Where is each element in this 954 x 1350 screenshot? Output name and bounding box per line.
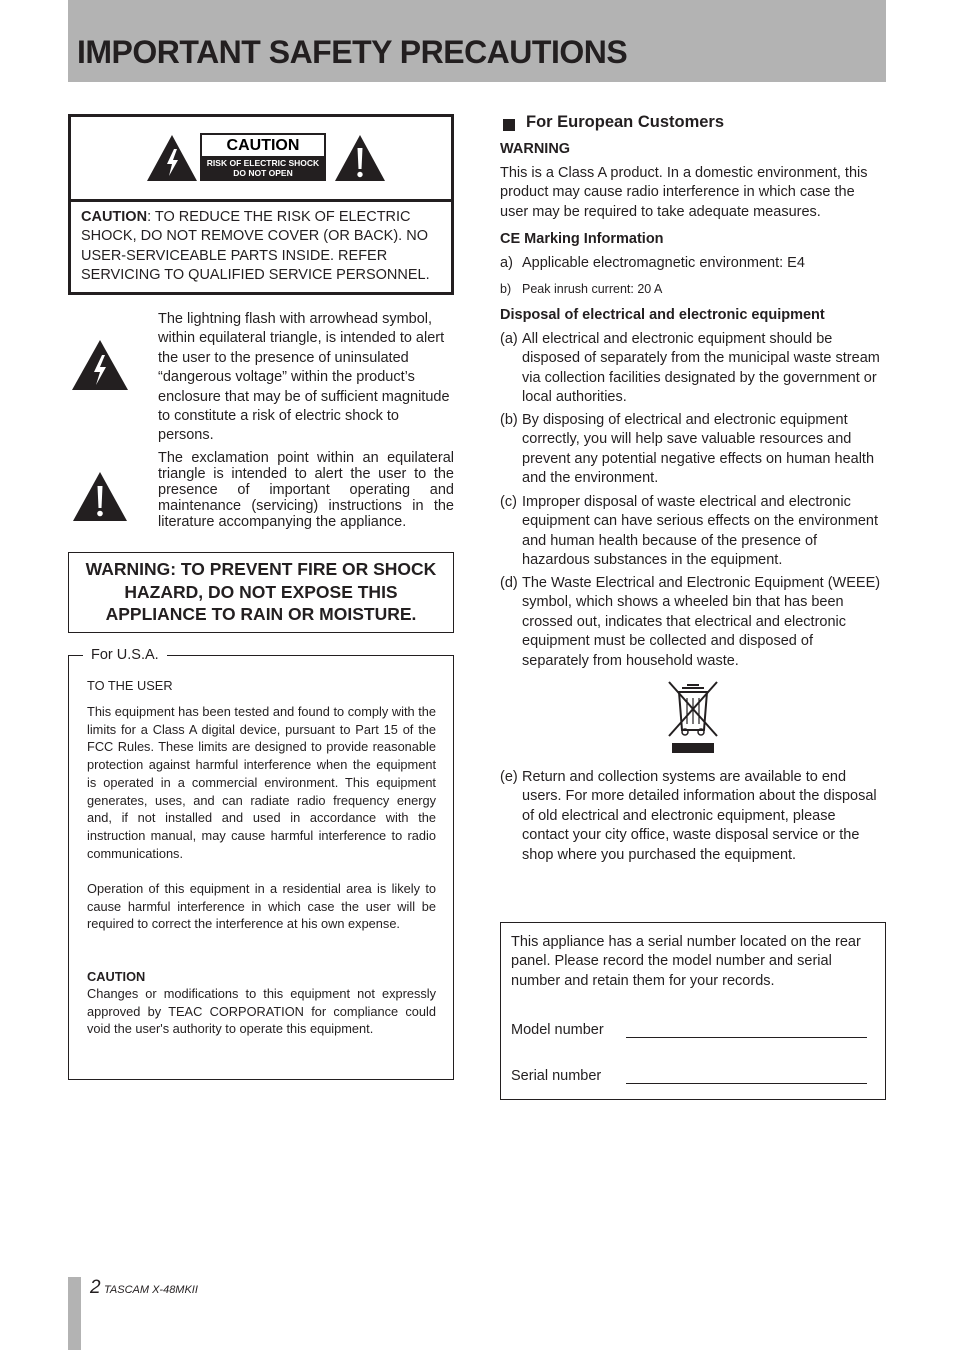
disposal-item: [500, 330, 884, 408]
model-number-line[interactable]: [626, 1036, 867, 1038]
lightning-triangle-icon: [70, 338, 130, 392]
caution-label-main: CAUTION: [202, 135, 324, 156]
caution-text-bold: CAUTION: [81, 209, 148, 225]
caution-text: [81, 208, 441, 286]
eu-warning-heading: WARNING: [500, 141, 571, 157]
caution-label-sub: [200, 158, 326, 178]
usa-legend: For U.S.A.: [83, 646, 167, 665]
caution-text-rest: : TO REDUCE THE RISK OF ELECTRIC SHOCK, DO NOT REMOVE COVER (OR BACK). NO USER-SERVICEABLE PARTS INSIDE. REFER SERVICING TO QUALIFIED SERVICE PERSONNEL.: [81, 209, 430, 284]
disposal-item-label: (b): [500, 412, 518, 428]
exclamation-symbol-text: The exclamation point within an equilateral triangle is intended to alert the user to the presence of important operating and maintenance (servicing) instructions in the literature accompanying the appliance.: [158, 450, 454, 530]
fcc-paragraph: This equipment has been tested and found to comply with the limits for a Class A digital device, pursuant to Part 15 of the FCC Rules. These limits are designed to provide reasonable protection against harmful interference when the equipment is operated in a commercial environment. This equipment generates, uses, and can radiate radio frequency energy and, if not installed and used in accordance with the instruction manual, may cause harmful interference to radio communications.: [87, 704, 436, 861]
disposal-item-label: (a): [500, 331, 518, 347]
disposal-item: [500, 768, 884, 866]
european-heading: For European Customers: [526, 113, 725, 131]
caution-symbols-row: [71, 117, 451, 202]
moisture-warning-line: HAZARD, DO NOT EXPOSE THIS: [124, 581, 398, 602]
disposal-item: [500, 411, 884, 489]
usa-caution-text: Changes or modifications to this equipment not expressly approved by TEAC CORPORATION for compliance could void the user's authority to operate this equipment.: [87, 986, 436, 1037]
disposal-item-label: (c): [500, 494, 517, 510]
lightning-triangle-icon: [145, 133, 199, 183]
moisture-warning-box: [68, 552, 454, 633]
disposal-item: [500, 574, 884, 672]
weee-bin-icon: [665, 680, 721, 756]
caution-label-sub-2: DO NOT OPEN: [233, 168, 293, 178]
disposal-item-text: By disposing of electrical and electronic equipment correctly, you will help save valuable resources and prevent any potential negative effects on human health and the environment.: [522, 412, 875, 487]
disposal-item-text: The Waste Electrical and Electronic Equipment (WEEE) symbol, which shows a wheeled bin that has been crossed out, indicates that electrical and electronic equipment must be collected and disposed of separately from household waste.: [522, 575, 881, 669]
lightning-symbol-text: The lightning flash with arrowhead symbol, within equilateral triangle, is intended to alert the user to the presence of uninsulated “dangerous voltage” within the product’s enclosure that may be of sufficient magnitude to constitute a risk of electric shock to persons.: [158, 311, 450, 444]
disposal-item-label: (e): [500, 769, 518, 785]
section-square-icon: [503, 119, 515, 131]
exclamation-triangle-icon: [333, 133, 387, 183]
caution-label: [200, 133, 326, 181]
disposal-item-label: (d): [500, 575, 518, 591]
caution-box: [68, 114, 454, 295]
to-the-user-heading: TO THE USER: [87, 678, 173, 693]
ce-item: [500, 280, 884, 298]
disposal-item-text: All electrical and electronic equipment should be disposed of separately from the municipal waste stream via collection facilities designated by the government or local authorities.: [522, 331, 880, 406]
ce-item: [500, 254, 884, 274]
page-number: 2: [90, 1277, 101, 1298]
ce-item-label: a): [500, 255, 513, 271]
disposal-item: [500, 493, 884, 571]
ce-item-text: Applicable electromagnetic environment: E4: [522, 255, 805, 271]
page-title: IMPORTANT SAFETY PRECAUTIONS: [77, 34, 628, 70]
exclamation-triangle-icon: [72, 470, 128, 523]
moisture-warning-text: [69, 558, 453, 626]
serial-number-line[interactable]: [626, 1082, 867, 1084]
eu-warning-text: This is a Class A product. In a domestic environment, this product may cause radio interference in which case the user may be required to take adequate measures.: [500, 165, 868, 220]
disposal-item-text: Improper disposal of waste electrical and electronic equipment can have serious effects on the environment and human health because of the presence of hazardous substances in the equipment.: [522, 494, 879, 569]
product-name: TASCAM X-48MKII: [104, 1284, 198, 1296]
moisture-warning-line: WARNING: TO PREVENT FIRE OR SHOCK: [85, 559, 437, 579]
ce-item-label: b): [500, 282, 512, 296]
footer-bar: [68, 1277, 81, 1350]
ce-item-text: Peak inrush current: 20 A: [522, 282, 663, 296]
disposal-item-text: Return and collection systems are available to end users. For more detailed information about the disposal of old electrical and electronic equipment, please contact your city office, waste disposal service or the shop where you purchased the equipment.: [522, 769, 877, 863]
model-number-label: Model number: [511, 1022, 604, 1038]
residential-paragraph: Operation of this equipment in a residential area is likely to cause harmful interference in which case the user will be required to correct the interference at his own expense.: [87, 881, 436, 932]
serial-number-label: Serial number: [511, 1068, 602, 1084]
serial-number-box: [500, 922, 886, 1100]
caution-label-sub-1: RISK OF ELECTRIC SHOCK: [206, 158, 320, 168]
usa-caution-heading: CAUTION: [87, 969, 146, 984]
serial-box-text: This appliance has a serial number located on the rear panel. Please record the model number and serial number and retain them for your records.: [511, 934, 861, 989]
moisture-warning-line: APPLIANCE TO RAIN OR MOISTURE.: [105, 604, 417, 624]
disposal-heading: Disposal of electrical and electronic equipment: [500, 307, 825, 323]
ce-heading: CE Marking Information: [500, 231, 664, 247]
